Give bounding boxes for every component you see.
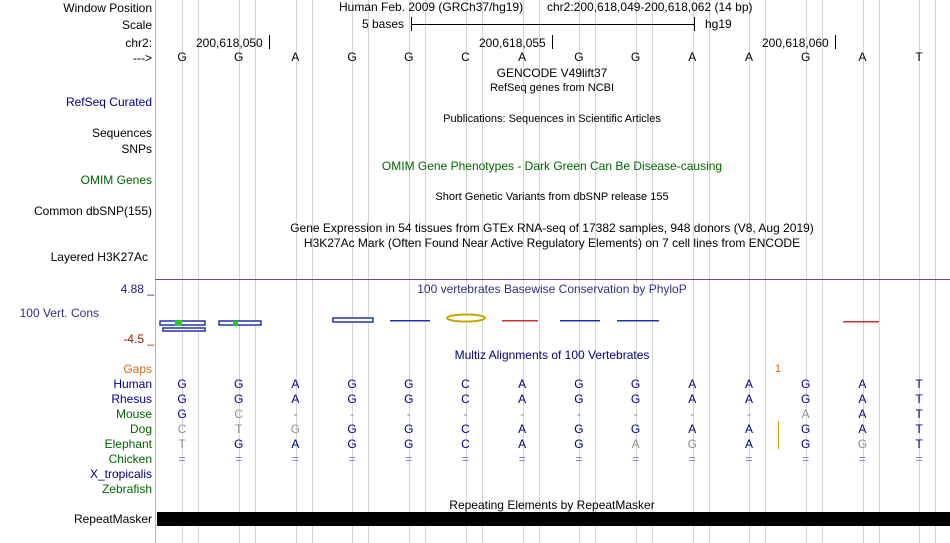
aligned-base: C <box>461 392 470 406</box>
aligned-base: T <box>915 377 923 391</box>
aligned-base: G <box>404 422 414 436</box>
base-letter: C <box>461 50 470 64</box>
phylop-glyph-g1 <box>160 320 205 331</box>
aligned-base: G <box>574 392 584 406</box>
aligned-base: T <box>915 422 923 436</box>
coord-tick-3 <box>835 35 836 49</box>
aligned-base: = <box>348 452 356 466</box>
grid-line <box>312 0 313 543</box>
species-label[interactable]: Chicken <box>108 452 152 466</box>
aligned-base: = <box>688 452 696 466</box>
aligned-base: - <box>690 407 695 421</box>
aligned-base: A <box>744 422 754 436</box>
publications-track-title[interactable]: Publications: Sequences in Scientific Articles <box>443 113 661 125</box>
phylop-glyph-g5 <box>390 320 430 322</box>
grid-line <box>709 0 710 543</box>
grid-line <box>652 0 653 543</box>
aligned-base: G <box>347 392 357 406</box>
aligned-base: = <box>518 452 526 466</box>
aligned-base: = <box>291 452 299 466</box>
coord-label-3: 200,618,060 <box>762 36 829 50</box>
aligned-base: C <box>177 422 187 436</box>
base-letter: A <box>518 50 527 64</box>
aligned-base: = <box>745 452 753 466</box>
aligned-base: A <box>744 437 754 451</box>
aligned-base: G <box>801 437 811 451</box>
assembly-title: Human Feb. 2009 (GRCh37/hg19) <box>339 0 524 14</box>
base-letter: A <box>744 50 754 64</box>
aligned-base: G <box>404 392 414 406</box>
grid-line <box>765 0 766 543</box>
aligned-base: G <box>574 377 584 391</box>
track-label-sequences[interactable]: Sequences <box>91 126 152 140</box>
aligned-base: A <box>518 437 527 451</box>
phylop-glyph-g2 <box>219 321 261 326</box>
grid-line <box>935 0 936 543</box>
repeatmasker-track-title[interactable]: Repeating Elements by RepeatMasker <box>449 498 655 512</box>
species-label[interactable]: Human <box>113 377 152 391</box>
phylop-glyph-a13 <box>843 321 879 323</box>
aligned-base: G <box>347 377 357 391</box>
species-label[interactable]: Dog <box>129 422 152 436</box>
aligned-base: G <box>177 407 187 421</box>
phylop-glyph-g8 <box>560 320 600 322</box>
aligned-base: = <box>632 452 640 466</box>
aligned-base: A <box>858 422 867 436</box>
base-letter: G <box>630 50 641 64</box>
coord-tick-2 <box>552 35 553 49</box>
scale-bar-tick-right <box>694 17 695 31</box>
aligned-base: G <box>574 422 584 436</box>
aligned-base: G <box>630 377 641 391</box>
aligned-base: G <box>801 392 811 406</box>
aligned-base: - <box>350 407 355 421</box>
phylop-track-title[interactable]: 100 vertebrates Basewise Conservation by PhyloP <box>417 282 687 296</box>
base-letter: G <box>177 50 187 64</box>
phylop-min-value: -4.5 _ <box>123 332 154 346</box>
aligned-base: C <box>461 437 470 451</box>
aligned-base: T <box>178 437 186 451</box>
aligned-base: A <box>858 377 867 391</box>
base-letter: A <box>688 50 697 64</box>
aligned-base: A <box>518 377 527 391</box>
aligned-base: G <box>347 422 357 436</box>
aligned-base: C <box>234 407 244 421</box>
aligned-base: G <box>801 377 811 391</box>
aligned-base: = <box>575 452 583 466</box>
species-label[interactable]: Elephant <box>104 437 152 451</box>
aligned-base: A <box>518 392 527 406</box>
scale-db-label: hg19 <box>705 17 732 31</box>
chr-label: chr2: <box>125 36 152 50</box>
aligned-base: = <box>461 452 470 466</box>
aligned-base: A <box>744 377 754 391</box>
track-label-refseq[interactable]: RefSeq Curated <box>65 95 152 109</box>
track-label-gaps: Gaps <box>123 362 152 376</box>
scale-bar <box>411 24 695 25</box>
grid-line <box>198 0 199 543</box>
scale-label: Scale <box>121 18 152 32</box>
strand-arrow-label: ---> <box>133 51 152 65</box>
species-label[interactable]: X_tropicalis <box>89 467 152 481</box>
coord-label-2: 200,618,055 <box>479 36 546 50</box>
aligned-base: = <box>235 452 243 466</box>
gtex-track-title[interactable]: Gene Expression in 54 tissues from GTEx RNA-seq of 17382 samples, 948 donors (V8, Aug 2019) <box>290 221 814 235</box>
aligned-base: G <box>234 377 244 391</box>
gencode-track-title[interactable]: GENCODE V49lift37 <box>496 66 608 80</box>
h3k27ac-track-title[interactable]: H3K27Ac Mark (Often Found Near Active Regulatory Elements) on 7 cell lines from ENCODE <box>303 236 801 250</box>
aligned-base: A <box>291 392 300 406</box>
aligned-base: = <box>178 452 186 466</box>
base-letter: A <box>291 50 300 64</box>
track-label-repeatmasker[interactable]: RepeatMasker <box>73 512 152 526</box>
track-label-omim[interactable]: OMIM Genes <box>80 173 152 187</box>
aligned-base: G <box>404 437 414 451</box>
aligned-base: G <box>857 437 868 451</box>
window-position-label: Window Position <box>63 1 152 15</box>
aligned-base: A <box>801 407 810 421</box>
scale-bar-label: 5 bases <box>362 17 405 31</box>
aligned-base: A <box>291 437 300 451</box>
aligned-base: G <box>630 392 641 406</box>
aligned-base: A <box>688 392 697 406</box>
aligned-base: A <box>858 392 867 406</box>
base-letter: A <box>858 50 867 64</box>
aligned-base: G <box>687 437 697 451</box>
aligned-base: T <box>915 392 923 406</box>
repeatmasker-bar[interactable] <box>157 512 950 526</box>
base-letter: G <box>801 50 811 64</box>
track-label-snps[interactable]: SNPs <box>121 142 152 156</box>
aligned-base: G <box>630 422 641 436</box>
species-label[interactable]: Rhesus <box>111 392 152 406</box>
aligned-base: - <box>463 407 468 421</box>
aligned-base: - <box>576 407 581 421</box>
aligned-base: - <box>520 407 525 421</box>
grid-line <box>482 0 483 543</box>
gap-insertion-marker <box>778 421 779 449</box>
phylop-glyph-a7 <box>502 320 538 322</box>
base-letter: G <box>574 50 584 64</box>
track-label-dbsnp[interactable]: Common dbSNP(155) <box>33 204 152 218</box>
base-letter: G <box>404 50 414 64</box>
window-position-value: chr2:200,618,049-200,618,062 (14 bp) <box>547 0 753 14</box>
gap-count-marker: 1 <box>775 363 782 375</box>
base-letter: G <box>347 50 357 64</box>
aligned-base: - <box>406 407 411 421</box>
phylop-top-border <box>155 279 950 280</box>
aligned-base: G <box>290 422 301 436</box>
grid-line <box>425 0 426 543</box>
aligned-base: = <box>802 452 810 466</box>
track-label-phylop[interactable]: 100 Vert. Cons <box>19 306 99 320</box>
aligned-base: G <box>404 377 414 391</box>
aligned-base: A <box>688 377 697 391</box>
aligned-base: G <box>234 392 244 406</box>
dbsnp-track-title[interactable]: Short Genetic Variants from dbSNP release 155 <box>435 191 669 203</box>
aligned-base: G <box>177 392 187 406</box>
aligned-base: - <box>747 407 751 421</box>
aligned-base: T <box>235 422 243 436</box>
phylop-glyph-g4 <box>333 318 373 322</box>
omim-track-title[interactable]: OMIM Gene Phenotypes - Dark Green Can Be Disease-causing <box>381 159 723 173</box>
coord-tick-1 <box>269 35 270 49</box>
phylop-glyph-c6 <box>447 315 485 322</box>
aligned-base: T <box>915 407 923 421</box>
track-label-h3k27ac[interactable]: Layered H3K27Ac <box>50 250 148 264</box>
aligned-base: G <box>574 437 584 451</box>
aligned-base: A <box>858 407 867 421</box>
scale-bar-tick-left <box>411 17 412 31</box>
phylop-max-value: 4.88 _ <box>120 282 154 296</box>
aligned-base: G <box>177 377 187 391</box>
base-letter: T <box>915 50 923 64</box>
grid-line <box>822 0 823 543</box>
label-divider-line <box>155 0 156 543</box>
coord-label-1: 200,618,050 <box>196 36 263 50</box>
phylop-conservation-glyphs <box>155 305 950 335</box>
aligned-base: G <box>234 437 244 451</box>
grid-line <box>368 0 369 543</box>
species-label[interactable]: Mouse <box>115 407 152 421</box>
aligned-base: A <box>744 392 754 406</box>
aligned-base: - <box>293 407 298 421</box>
aligned-base: G <box>801 422 811 436</box>
aligned-base: G <box>347 437 357 451</box>
aligned-base: C <box>461 377 470 391</box>
aligned-base: A <box>688 422 697 436</box>
aligned-base: A <box>291 377 300 391</box>
aligned-base: A <box>631 437 640 451</box>
aligned-base: = <box>858 452 866 466</box>
aligned-base: A <box>518 422 527 436</box>
aligned-base: - <box>633 407 638 421</box>
phylop-glyph-g9 <box>617 320 659 322</box>
aligned-base: C <box>461 422 470 436</box>
refseq-track-subtitle[interactable]: RefSeq genes from NCBI <box>489 82 615 94</box>
base-letter: G <box>234 50 244 64</box>
aligned-base: T <box>915 437 923 451</box>
grid-line <box>255 0 256 543</box>
species-label[interactable]: Zebrafish <box>101 482 152 496</box>
aligned-base: = <box>915 452 923 466</box>
grid-line <box>879 0 880 543</box>
aligned-base: = <box>405 452 413 466</box>
multiz-track-title[interactable]: Multiz Alignments of 100 Vertebrates <box>454 348 650 362</box>
